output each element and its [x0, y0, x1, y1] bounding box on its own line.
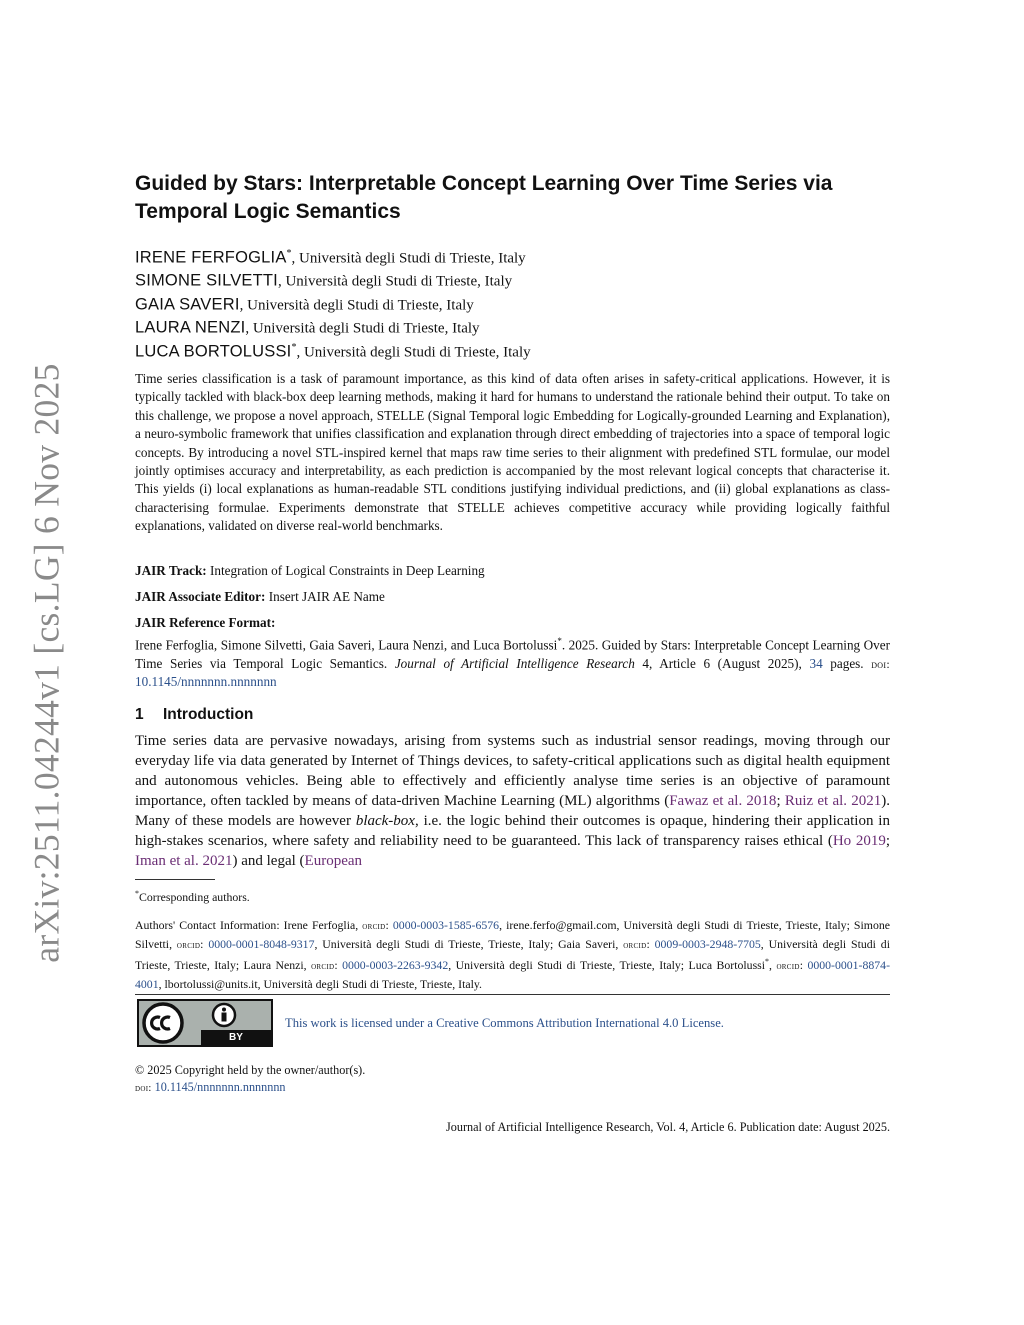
section-title: Introduction: [163, 706, 254, 723]
doi-label: doi:: [135, 1082, 152, 1094]
jair-associate-editor: [135, 588, 890, 606]
arxiv-identifier-text: arXiv:2511.04244v1 [cs.LG] 6 Nov 2025: [27, 363, 67, 963]
author-entry: [135, 312, 890, 335]
reference-title: . 2025. Guided by Stars: Interpretable Concept Learning Over Time Series via Temporal Logic Semantics.: [135, 637, 890, 671]
reference-pages-suffix: pages.: [822, 655, 872, 671]
doi-label: doi:: [871, 656, 890, 671]
author-entry: [135, 289, 890, 312]
citation-link[interactable]: Fawaz et al. 2018: [669, 793, 777, 809]
intro-text: Time series data are pervasive nowadays, arising from systems such as industrial sensor readings, moving through our everyday life via data generated by Internet of Things devices, to safety-critical applications such as digital health equipment and autonomous vehicles. Being able to effectively and efficiently analyse time series is an objective of paramount importance, often tackled by means of data-driven Machine Learning (ML) algorithms (: [135, 733, 890, 809]
citation-link[interactable]: Ho 2019: [832, 833, 886, 849]
orcid-label: orcid: [362, 921, 386, 932]
corresponding-mark: *: [765, 957, 770, 967]
section-number: 1: [135, 706, 144, 723]
author-name: GAIA SAVERI: [135, 295, 240, 314]
jair-track-label: JAIR Track:: [135, 563, 207, 578]
paper-title: Guided by Stars: Interpretable Concept Learning Over Time Series via Temporal Logic Semantics: [135, 172, 833, 223]
intro-text: ;: [776, 793, 785, 809]
author-list: [135, 242, 890, 359]
orcid-label: orcid: [176, 939, 201, 951]
author-name: LUCA BORTOLUSSI: [135, 341, 292, 360]
running-footer: Journal of Artificial Intelligence Research, Vol. 4, Article 6. Publication date: August 2025.: [446, 1120, 890, 1134]
orcid-label: orcid: [623, 939, 647, 951]
introduction-paragraph: [135, 731, 890, 871]
contact-text: , lbortolussi@units.it, Università degli Studi di Trieste, Trieste, Italy.: [158, 976, 482, 991]
license-link[interactable]: This work is licensed under a Creative Commons Attribution International 4.0 License.: [285, 1016, 724, 1030]
orcid-link[interactable]: 0000-0003-2263-9342: [342, 958, 449, 973]
footnote-divider: [135, 879, 215, 880]
orcid-link[interactable]: 0000-0001-8048-9317: [208, 936, 315, 951]
corresponding-mark: *: [286, 248, 292, 259]
footnote-mark: *: [135, 889, 139, 898]
jair-track-value: Integration of Logical Constraints in Deep Learning: [206, 563, 485, 578]
citation-link[interactable]: Iman et al. 2021: [135, 853, 233, 869]
footnote: [135, 886, 890, 905]
corresponding-mark: *: [557, 636, 562, 646]
contact-text: , Università degli Studi di Trieste, Trieste, Italy; Gaia Saveri,: [314, 936, 624, 951]
intro-emphasis: black-box: [355, 813, 415, 829]
section-heading-introduction: [135, 705, 890, 725]
jair-reference-format-label: [135, 614, 890, 632]
author-affiliation: , Università degli Studi di Trieste, Italy: [296, 343, 531, 360]
abstract: Time series classification is a task of paramount importance, as this kind of data often arises in safety-critical applications. However, it is typically tackled with black-box deep learning methods, making it hard for humans to understand the rationale behind their output. To take on this challenge, we propose a novel approach, STELLE (Signal Temporal logic Embedding for Logically-grounded Learning and Explanation), a neuro-symbolic framework that unifies classification and explanation through direct embedding of trajectories into a space of temporal logic concepts. By introducing a novel STL-inspired kernel that maps raw time series to their alignment with predefined STL formulae, our model jointly optimises accuracy and interpretability, as each prediction is accompanied by the most relevant logical concepts that characterise it. This yields (i) local explanations as human-readable STL conditions justifying individual predictions, and (ii) global explanations as class-characterising formulae. Experiments demonstrate that STELLE achieves competitive accuracy while providing logically faithful explanations, validated on diverse real-world benchmarks.: [135, 371, 890, 534]
reference-pages-link[interactable]: 34: [809, 655, 823, 671]
contact-text: , irene.ferfo@gmail.com, Università degli Studi di Trieste, Trieste, Italy; Simone Silvetti,: [135, 918, 890, 951]
author-affiliation: , Università degli Studi di Trieste, Italy: [239, 297, 474, 314]
citation-link[interactable]: European: [304, 853, 363, 869]
jair-track: [135, 562, 890, 580]
authors-contact-information: Authors' Contact Information: Irene Ferfoglia, orcid: 0000-0003-1585-6576, irene.ferfo@gmail.com, Università degli Studi di Trieste, Trieste, Italy; Simone Silvetti, orcid: 0000-0001-8048-9317, Università degli Studi di Trieste, Trieste, Italy; Gaia Saveri, orcid: 0009-0003-2948-7705, Università degli Studi di Trieste, Trieste, Italy; Laura Nenzi, orcid: 0000-0003-2263-9342, Università degli Studi di Trieste, Trieste, Italy; Luca Bortolussi*, orcid: 0000-0001-8874-4001, lbortolussi@units.it, Università degli Studi di Trieste, Trieste, Italy.: [135, 918, 891, 991]
reference-volume: 4, Article 6 (August 2025),: [634, 655, 810, 671]
reference-format-text: [135, 632, 890, 692]
intro-text: ;: [885, 833, 890, 849]
citation-link[interactable]: Ruiz et al. 2021: [784, 793, 882, 809]
reference-format-label: JAIR Reference Format:: [135, 615, 276, 630]
author-affiliation: , Università degli Studi di Trieste, Italy: [277, 273, 513, 290]
author-entry: [135, 242, 890, 265]
orcid-label: orcid: [776, 961, 800, 973]
author-entry: [135, 336, 890, 359]
author-name: SIMONE SILVETTI: [135, 271, 278, 290]
author-name: LAURA NENZI: [135, 318, 246, 337]
author-affiliation: , Università degli Studi di Trieste, Italy: [245, 320, 480, 337]
reference-journal: Journal of Artificial Intelligence Research: [394, 655, 635, 671]
copyright-line: © 2025 Copyright held by the owner/author(s).: [135, 1063, 366, 1077]
contact-text: Authors' Contact Information: Irene Ferfoglia,: [135, 918, 363, 932]
creative-commons-badge[interactable]: [137, 999, 273, 1047]
author-entry: [135, 265, 890, 288]
reference-authors: Irene Ferfoglia, Simone Silvetti, Gaia Saveri, Laura Nenzi, and Luca Bortolussi: [135, 637, 558, 653]
corresponding-mark: *: [291, 341, 297, 353]
license-divider: [135, 994, 890, 995]
author-affiliation: , Università degli Studi di Trieste, Italy: [291, 250, 526, 267]
jair-editor-label: JAIR Associate Editor:: [135, 589, 266, 604]
copyright-block: [135, 1062, 890, 1097]
arxiv-identifier-stamp: [14, 363, 80, 963]
copyright-doi-link[interactable]: 10.1145/nnnnnnn.nnnnnnn: [154, 1079, 286, 1094]
intro-text: ). Many of these models are however: [135, 793, 890, 829]
footnote-text: Corresponding authors.: [139, 889, 250, 904]
copyright-doi-line: [135, 1079, 890, 1098]
orcid-link[interactable]: 0000-0003-1585-6576: [392, 918, 500, 932]
intro-text: , i.e. the logic behind their outcomes is opaque, hindering their application in high-stakes scenarios, where safety and reliability need to be guaranteed. This lack of transparency raises ethical (: [135, 813, 890, 849]
intro-text: ) and legal (: [232, 853, 305, 869]
jair-editor-value: Insert JAIR AE Name: [265, 589, 385, 604]
orcid-link[interactable]: 0009-0003-2948-7705: [654, 936, 761, 951]
orcid-label: orcid: [311, 961, 335, 973]
contact-text: ,: [769, 958, 777, 973]
cc-by-label: BY: [229, 1032, 243, 1043]
author-name: IRENE FERFOGLIA: [135, 248, 287, 267]
contact-text: , Università degli Studi di Trieste, Trieste, Italy; Laura Nenzi,: [135, 936, 890, 973]
orcid-link[interactable]: 0000-0001-8874-4001: [135, 958, 891, 991]
contact-text: , Università degli Studi di Trieste, Trieste, Italy; Luca Bortolussi: [448, 958, 766, 973]
reference-doi-link[interactable]: 10.1145/nnnnnnn.nnnnnnn: [135, 674, 277, 690]
